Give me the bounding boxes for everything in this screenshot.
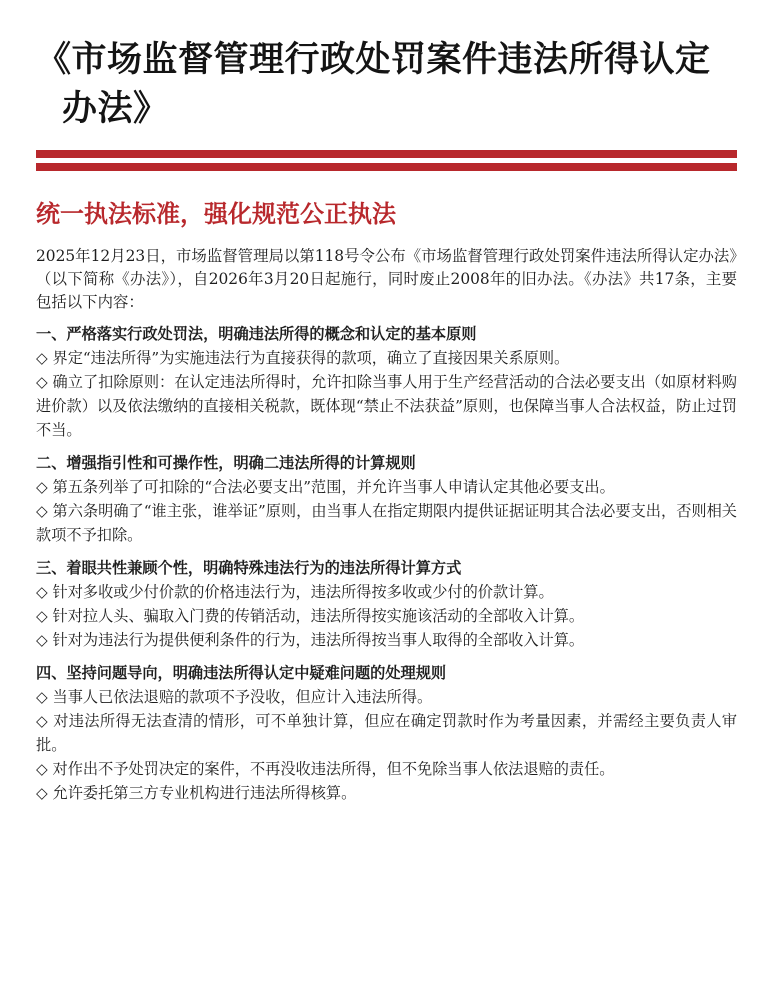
list-item: ◇ 第六条明确了“谁主张，谁举证”原则，由当事人在指定期限内提供证据证明其合法必要支出，否则相关款项不予扣除。	[36, 502, 737, 544]
list-item: ◇ 当事人已依法退赔的款项不予没收，但应计入违法所得。	[36, 688, 433, 706]
intro-paragraph: 2025年12月23日，市场监督管理局以第118号令公布《市场监督管理行政处罚案件违法所得认定办法》（以下简称《办法》），自2026年3月20日起施行，同时废止2008年的旧办法。《办法》共17条，主要包括以下内容：	[36, 247, 737, 311]
list-item: ◇ 对违法所得无法查清的情形，可不单独计算，但应在确定罚款时作为考量因素，并需经主要负责人审批。	[36, 712, 737, 754]
list-item: ◇ 允许委托第三方专业机构进行违法所得核算。	[36, 784, 357, 802]
section-heading: 一、严格落实行政处罚法，明确违法所得的概念和认定的基本原则	[36, 325, 477, 343]
list-item: ◇ 界定“违法所得”为实施违法行为直接获得的款项，确立了直接因果关系原则。	[36, 349, 570, 367]
list-item: ◇ 针对多收或少付价款的价格违法行为，违法所得按多收或少付的价款计算。	[36, 583, 554, 601]
section-heading: 三、着眼共性兼顾个性，明确特殊违法行为的违法所得计算方式	[36, 559, 462, 577]
section-2	[36, 452, 737, 547]
divider-bar-top	[36, 150, 737, 158]
section-heading: 四、坚持问题导向，明确违法所得认定中疑难问题的处理规则	[36, 664, 447, 682]
list-item: ◇ 针对为违法行为提供便利条件的行为，违法所得按当事人取得的全部收入计算。	[36, 631, 585, 649]
document-subtitle: 统一执法标准，强化规范公正执法	[36, 200, 396, 228]
list-item: ◇ 确立了扣除原则：在认定违法所得时，允许扣除当事人用于生产经营活动的合法必要支出（如原材料购进价款）以及依法缴纳的直接相关税款，既体现“禁止不法获益”原则，也保障当事人合法权益，防止过罚不当。	[36, 373, 737, 439]
list-item: ◇ 第五条列举了可扣除的“合法必要支出”范围，并允许当事人申请认定其他必要支出。	[36, 478, 615, 496]
list-item: ◇ 对作出不予处罚决定的案件，不再没收违法所得，但不免除当事人依法退赔的责任。	[36, 760, 615, 778]
document-title: 《市场监督管理行政处罚案件违法所得认定办法》	[36, 40, 711, 129]
title-divider	[36, 150, 737, 171]
section-1	[36, 323, 737, 442]
list-item: ◇ 针对拉人头、骗取入门费的传销活动，违法所得按实施该活动的全部收入计算。	[36, 607, 585, 625]
section-3	[36, 557, 737, 652]
divider-bar-bottom	[36, 163, 737, 171]
section-4	[36, 662, 737, 805]
section-heading: 二、增强指引性和可操作性，明确二违法所得的计算规则	[36, 454, 416, 472]
